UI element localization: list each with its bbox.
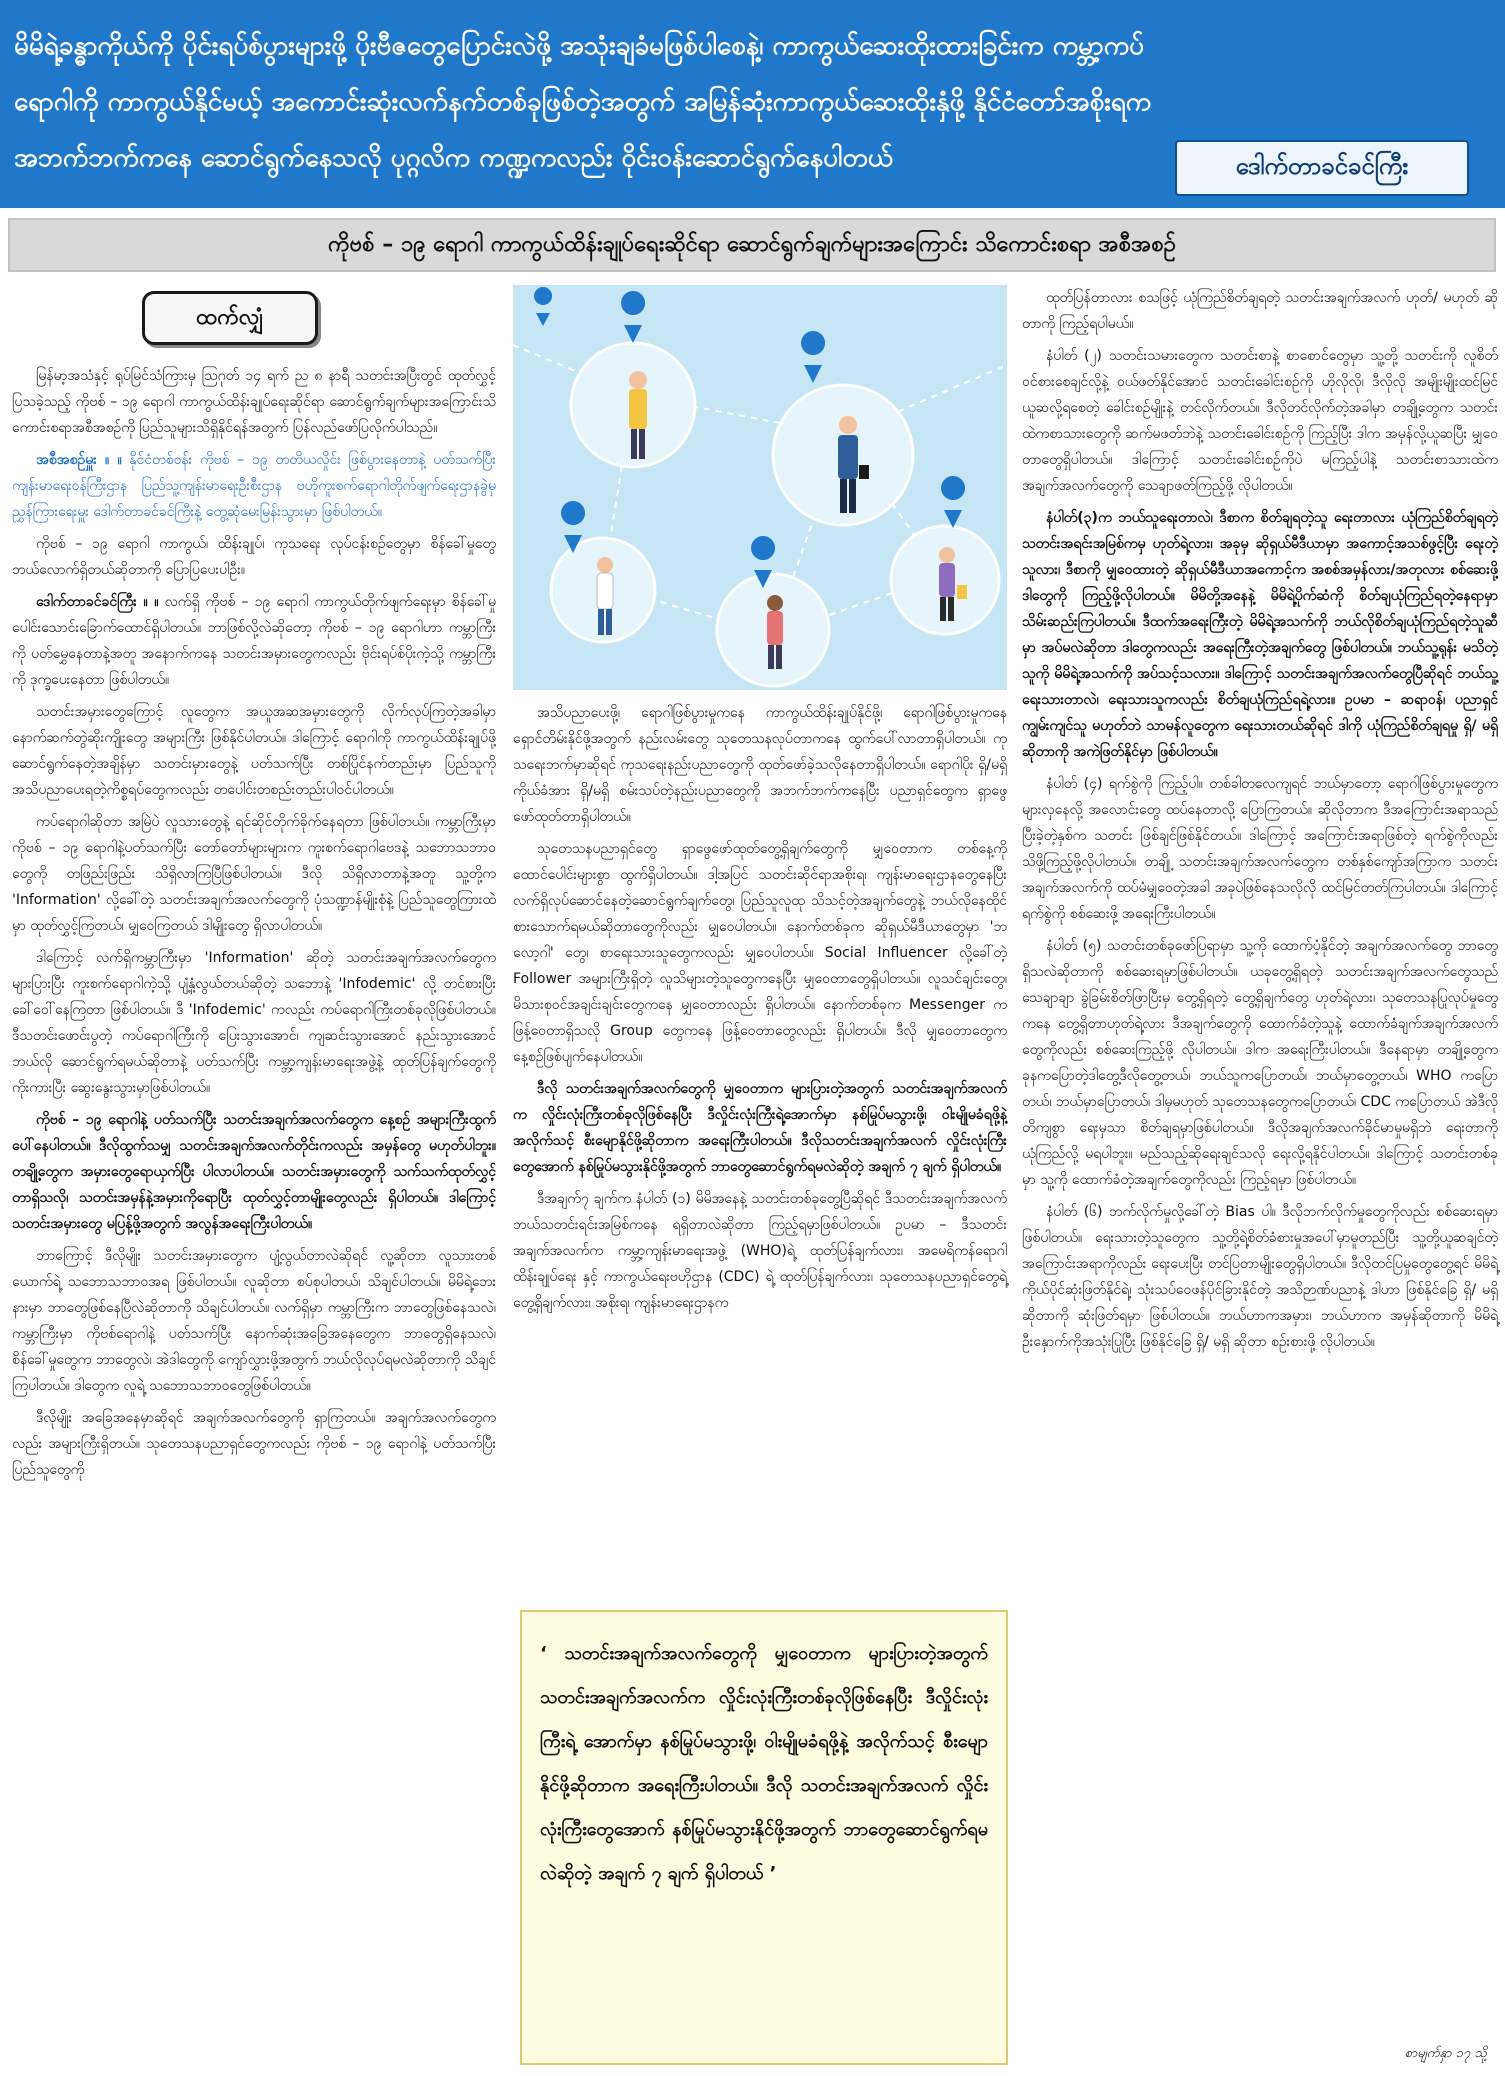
speaker-label: ဒေါက်တာခင်ခင်ကြီး ။ ။ xyxy=(36,594,159,610)
headline-text: မိမိရဲ့ခန္ဓာကိုယ်ကို ပိုင်းရပ်စ်ပွားများဖို့ ပိုးဗီဇတွေပြောင်းလဲဖို့ အသုံးချခံမဖြစ်ပါစေနဲ့၊ ကာကွယ်ဆေးထိုးထားခြင်းက ကမ္ဘာ့ကပ်ရောဂါကို ကာကွယ်နိုင်မယ့် အကောင်းဆုံးလက်နက်တစ်ခုဖြစ်တဲ့အတွက် အမြန်ဆုံးကာကွယ်ဆေးထိုးနှံဖို့ နိုင်ငံတော်အစိုးရက အဘက်ဘက်ကနေ ဆောင်ရွက်နေသလို ပုဂ္ဂလိက ကဏ္ဍကလည်း ဝိုင်းဝန်းဆောင်ရွက်နေပါတယ် xyxy=(14,31,1152,173)
illustration-people-network xyxy=(513,285,1007,690)
network-illustration-svg xyxy=(513,285,1007,690)
host-text: နိုင်ငံတစ်ဝန်း ကိုဗစ် – ၁၉ တတိယလှိုင်း ဖြစ်ပွားနေတာနဲ့ ပတ်သက်ပြီး ကျန်းမာရေးဝန်ကြီးဌာန ပြည်သူ့ကျန်းမာရေးဦးစီးဌာန ဗဟိုကူးစက်ရောဂါတိုက်ဖျက်ရေးဌာနခွဲမှ ညွှန်ကြားရေးမှူး ဒေါက်တာခင်ခင်ကြီးနဲ့ တွေ့ဆုံမေးမြန်းသွားမှာ ဖြစ်ပါတယ်။ xyxy=(12,452,496,520)
paragraph: နံပါတ် (၅) သတင်းတစ်ခုဖော်ပြရာမှာ သူ့ကို ထောက်ပံ့နိုင်တဲ့ အချက်အလက်တွေ ဘာတွေရှိသလဲဆိုတာကို စစ်ဆေးရမှာဖြစ်ပါတယ်။ ယခုတွေ့ရှိရတဲ့ သတင်းအချက်အလက်တွေသည် သေချာချာ ခွဲခြမ်းစိတ်ဖြာပြီးမှ တွေ့ရှိရတဲ့ တွေ့ရှိချက်တွေ ဟုတ်ရဲ့လား၊ သုတေသနပြုလုပ်မှုတွေကနေ တွေ့ရှိတာဟုတ်ရဲ့လား ဒီအချက်တွေကို ထောက်ခံတဲ့သူနဲ့ ထောက်ခံချက်အချက်အလက်တွေကိုလည်း စစ်ဆေးကြည့်ဖို့ လိုပါတယ်။ ဒါက အရေးကြီးပါတယ်။ ဒီနေရာမှာ တချို့တွေက ခုနကပြောတဲ့ဒါတွေ့ဒီလိုတွေ့တယ်၊ ဘယ်သူကပြောတယ်၊ ဘယ်မှာတွေ့တယ်၊ WHO ကပြောတယ်၊ ဘယ်မှာပြောတယ်၊ ဒါမှမဟုတ် သုတေသနတွေကပြောတယ်၊ CDC ကပြောတယ် အဲဒီလို တိကျစွာ ရေးမှသာ စိတ်ချရမှာဖြစ်ပါတယ်။ ဒီလိုအချက်အလက်ခိုင်မာမှုမရှိဘဲ ရေးတာကို ယုံကြည်လို့ မရပါဘူး။ မည်သည့်ဆိုရေးချင်သလို ရေးလို့ရနိုင်ပါတယ်။ ဒါကြောင့် သတင်းတစ်ခုမှာ သူ့ကို ထောက်ခံတဲ့အချက်တွေကိုလည်း ကြည့်ရမှာ ဖြစ်ပါတယ်။ xyxy=(1022,938,1498,1188)
paragraph-bold: နံပါတ်(၃)က ဘယ်သူရေးတာလဲ၊ ဒီစာက စိတ်ချရတဲ့သူ ရေးတာလား ယုံကြည်စိတ်ချရတဲ့ သတင်းအရင်းအမြစ်ကမှ ဟုတ်ရဲ့လား၊ အခုမှ ဆိုရှယ်မီဒီယာမှာ အကောင့်အသစ်ဖွင့်ပြီး ရေးတဲ့သူလား၊ ဒီစာကို မျှဝေထားတဲ့ ဆိုရှယ်မီဒီယာအကောင့်က အစစ်အမှန်လား/အတုလား စစ်ဆေးဖို့ ဒါတွေကို ကြည့်ဖို့လိုပါတယ်။ မိမိတို့အနေနဲ့ မိမိရဲ့ပိုက်ဆံကို စိတ်ချယုံကြည်ရတဲ့နေရာမှာသိမ်းဆည်းကြပါတယ်။ ဒီထက်အရေးကြီးတဲ့ မိမိရဲ့အသက်ကို ဘယ်လိုစိတ်ချယုံကြည်ရတဲ့သူဆီမှာ အပ်မလဲဆိုတာ ဒါတွေကလည်း အရေးကြီးတဲ့အချက်တွေ ဖြစ်ပါတယ်။ ဘယ်သူ့ရုန်း မသိတဲ့သူကို မိမိရဲ့အသက်ကို အပ်သင့်သလား။ ဒါကြောင့် သတင်းအချက်အလက်တွေပြီဆိုရင် ဘယ်သူ့ရေးသားတာလဲ၊ ရေးသားသူကလည်း စိတ်ချယုံကြည်ရရဲ့လား။ ဥပမာ – ဆရာဝန်၊ ပညာရှင်ကျွမ်းကျင်သူ မဟုတ်ဘဲ သာမန်လူတွေက ရေးသားတယ်ဆိုရင် ဒါကို ယုံကြည်စိတ်ချရမှု ရှိ/ မရှိ ဆိုတာကို အကဲဖြတ်နိုင်မှာ ဖြစ်ပါတယ်။ xyxy=(1022,510,1498,760)
paragraph: နံပါတ် (၆) ဘက်လိုက်မှုလို့ခေါ်တဲ့ Bias ပါ။ ဒီလိုဘက်လိုက်မှုတွေကိုလည်း စစ်ဆေးရမှာဖြစ်ပါတယ်။ ရေးသားတဲ့သူတွေက သူ့တို့ရဲ့စိတ်ခံစားမှုအပေါ်မှာမူတည်ပြီး သူ့တို့ယူဆချင်တဲ့ အကြောင်းအရာကိုလည်း ရေးပေးပြီး တင်ပြတာမျိုးတွေရှိပါတယ်။ ဒီလိုတင်ပြမှုတွေတွေ့ရင် မိမိရဲ့ ကိုယ်ပိုင်ဆုံးဖြတ်နိုင်ရဲ့၊ သုံးသပ်ဝေဖန်ပိုင်ခြားနိုင်တဲ့ အသိဉာဏ်ပညာနဲ့ ဒါဟာ ဖြစ်နိုင်ခြေ ရှိ/ မရှိ ဆိုတာကို ဆုံးဖြတ်ရမှာ ဖြစ်ပါတယ်။ ဘယ်ဟာကအမှား၊ ဘယ်ဟာက အမှန်ဆိုတာကို မိမိရဲ့ဦးနှောက်ကိုအသုံးပြုပြီး ဖြစ်နိုင်ခြေ ရှိ/ မရှိ ဆိုတာ စဉ်းစားဖို့ လိုပါတယ်။ xyxy=(1022,1204,1498,1350)
host-label: အစီအစဉ်မှူး ။ ။ xyxy=(36,452,122,468)
paragraph: နံပါတ် (၂) သတင်းသမားတွေက သတင်းစာနဲ့ စာစောင်တွေမှာ သူ့တို့ သတင်းကို လူစိတ်ဝင်စားစေချင်လို့နဲ့ ဝယ်ဖတ်နိုင်အောင် သတင်းခေါင်းစဉ်ကို ဟိုလိုလို၊ ဒီလိုလို အမျိုးမျိုးထင်မြင်ယူဆလို့ရစေတဲ့ ခေါင်းစဉ်မျိုးနဲ့ တင်လိုက်တယ်။ ဒီလိုတင်လိုက်တဲ့အခါမှာ တချို့တွေက သတင်းထဲကစာသားတွေကို ဆက်မဖတ်ဘဲနဲ့ သတင်းခေါင်းစဉ်ကို ကြည့်ပြီး ဒါက အမှန်လို့ယူဆပြီး မျှဝေတာတွေရှိပါတယ်။ ဒါကြောင့် သတင်းခေါင်းစဉ်ကိုပဲ မကြည့်ပါနဲ့ သတင်းစာသားထဲက အချက်အလက်တွေကို သေချာဖတ်ကြည့်ဖို့ လိုပါတယ်။ xyxy=(1022,348,1498,494)
paragraph-bold: ဒီလို သတင်းအချက်အလက်တွေကို မျှဝေတာက များပြားတဲ့အတွက် သတင်းအချက်အလက်က လှိုင်းလုံးကြီးတစ်ခုလိုဖြစ်နေပြီး ဒီလှိုင်းလုံးကြီးရဲ့အောက်မှာ နစ်မြုပ်မသွားဖို့၊ ဝါးမျိုမခံရဖို့နဲ့ အလိုက်သင့် စီးမျောနိုင်ဖို့ဆိုတာက အရေးကြီးပါတယ်။ ဒီလိုသတင်းအချက်အလက် လှိုင်းလုံးကြီးတွေအောက် နစ်မြုပ်မသွားနိုင်ဖို့အတွက် ဘာတွေဆောင်ရွက်ရမလဲဆိုတဲ့ အချက် ၇ ချက် ရှိပါတယ်။ xyxy=(513,1081,1007,1175)
paragraph-bold: ကိုဗစ် – ၁၉ ရောဂါနဲ့ ပတ်သက်ပြီး သတင်းအချက်အလက်တွေက နေ့စဉ် အများကြီးထွက်ပေါ်နေပါတယ်။ ဒီလိုထွက်သမျှ သတင်းအချက်အလက်တိုင်းကလည်း အမှန်တွေ မဟုတ်ပါဘူး။ တချို့တွေက အမှားတွေရောယှက်ပြီး ပါလာပါတယ်။ သတင်းအမှားတွေကို သက်သက်ထုတ်လွှင့်တာရှိသလို၊ သတင်းအမှန်နဲ့အမှားကိုရောပြီး ထုတ်လွှင့်တာမျိုးတွေလည်း ရှိပါတယ်။ ဒါကြောင့် သတင်းအမှားတွေ မပြန့်ဖို့အတွက် အလွန်အရေးကြီးပါတယ်။ xyxy=(12,1112,496,1232)
paragraph: သုတေသနပညာရှင်တွေ ရှာဖွေဖော်ထုတ်တွေ့ရှိချက်တွေကို မျှဝေတာက တစ်နေ့ကို ထောင်ပေါင်းများစွာ ထွက်ရှိပါတယ်။ ဒါ့အပြင် သတင်းဆိုင်ရာအစိုးရ၊ ကျန်းမာရေးဌာနတွေနေပြီး လက်ရှိလုပ်ဆောင်နေတဲ့ဆောင်ရွက်ချက်တွေ၊ ပြည်သူလူထု သိသင့်တဲ့အချက်တွေနဲ့ ဘယ်လိုနေထိုင်စားသောက်ရမယ်ဆိုတာတွေကိုလည်း မျှဝေပါတယ်။ နောက်တစ်ခုက ဆိုရှယ်မီဒီယာတွေမှာ 'ဘလော့ဂါ' တွေ၊ စာရေးသားသူတွေကလည်း မျှဝေပါတယ်။ Social Influencer လို့ခေါ်တဲ့ Follower အများကြီးရှိတဲ့ လူသိများတဲ့သူတွေကနေပြီး မျှဝေတာတွေရှိပါတယ်။ လူသင်ချင်းတွေ၊ မိသားစုဝင်အချင်းချင်းတွေကနေ မျှဝေတာလည်း ရှိပါတယ်။ နောက်တစ်ခုက Messenger က ဖြန့်ဝေတာရှိသလို Group တွေကနေ ဖြန့်ဝေတာတွေလည်း ရှိပါတယ်။ ဒီလို မျှဝေတာတွေက နေ့စဉ်ဖြစ်ပျက်နေပါတယ်။ xyxy=(513,841,1007,1065)
paragraph: ကပ်ရောဂါဆိုတာ အမြဲပဲ လူသားတွေနဲ့ ရင်ဆိုင်တိုက်ခိုက်နေရတာ ဖြစ်ပါတယ်။ ကမ္ဘာကြီးမှာ ကိုဗစ် – ၁၉ ရောဂါနဲ့ပတ်သက်ပြီး တော်တော်များများက ကူးစက်ရောဂါဗေဒနဲ့ သဘောသဘာဝတွေကို တဖြည်းဖြည်း သိရှိလာကြပြီဖြစ်ပါတယ်။ ဒီလို သိရှိလာတာနဲ့အတူ သူ့တို့က 'Information' လို့ခေါ်တဲ့ သတင်းအချက်အလက်တွေကို ပုံသဏ္ဍာန်မျိုးစုံနဲ့ ပြည်သူတွေကြားထဲမှာ ထုတ်လွှင့်ကြတယ်၊ မျှဝေကြတယ် ဒါမျိုးတွေ ရှိလာပါတယ်။ xyxy=(12,814,496,934)
continued-label: ထက်လျှံ xyxy=(142,291,318,345)
continued-on-page: စာမျက်နှာ ၁၇ သို့ xyxy=(1404,2046,1487,2061)
answer-text: လက်ရှိ ကိုဗစ် – ၁၉ ရောဂါ ကာကွယ်တိုက်ဖျက်ရေးမှာ စိန်ခေါ်မှုပေါင်းသောင်းခြောက်ထောင်ရှိပါတယ်။ ဘာဖြစ်လို့လဲဆိုတော့ ကိုဗစ် – ၁၉ ရောဂါဟာ ကမ္ဘာကြီးကို ပတ်မွှေနေတာနဲ့အတူ အနောက်ကနေ သတင်းအမှားတွေကလည်း ဗိုင်းရပ်စ်ပိုးကဲ့သို့ ကမ္ဘာကြီးကို ဒုက္ခပေးနေတာ ဖြစ်ပါတယ်။ xyxy=(12,594,496,688)
paragraph: ဒီအချက်၇ ချက်က နံပါတ် (၁) မိမိအနေနဲ့ သတင်းတစ်ခုတွေ့ပြီဆိုရင် ဒီသတင်းအချက်အလက် ဘယ်သတင်းရင်းအမြစ်ကနေ ရရှိတာလဲဆိုတာ ကြည့်ရမှာဖြစ်ပါတယ်။ ဥပမာ – ဒီသတင်းအချက်အလက်က ကမ္ဘာ့ကျန်းမာရေးအဖွဲ့ (WHO)ရဲ့ ထုတ်ပြန်ချက်လား၊ အမေရိကန်ရောဂါထိန်းချုပ်ရေး နှင့် ကာကွယ်ရေးဗဟိုဌာန (CDC) ရဲ့ ထုတ်ပြန်ချက်လား၊ သုတေသနပညာရှင်တွေရဲ့ တွေ့ရှိချက်လား၊ အစိုးရ၊ ကျန်းမာရေးဌာနက xyxy=(513,1191,1007,1311)
paragraph: ဘာကြောင့် ဒီလိုမျိုး သတင်းအမှားတွေက ပျံ့လွယ်တာလဲဆိုရင် လူ့ဆိုတာ လူသားတစ်ယောက်ရဲ့ သဘောသဘာဝအရ ဖြစ်ပါတယ်။ လူဆိုတာ စပ်စုပါတယ်၊ သိချင်ပါတယ်။ မိမိရဲ့ဘေးနားမှာ ဘာတွေဖြစ်နေပြီလဲဆိုတာကို သိချင်ပါတယ်။ လက်ရှိမှာ ကမ္ဘာကြီးက ဘာတွေဖြစ်နေသလဲ၊ ကမ္ဘာကြီးမှာ ကိုဗစ်ရောဂါနဲ့ ပတ်သက်ပြီး နောက်ဆုံးအခြေအနေတွေက ဘာတွေရှိနေသလဲ၊ စိန်ခေါ်မှုတွေက ဘာတွေလဲ၊ အဲဒါတွေကို ကျော်လွှားဖို့အတွက် ဘယ်လိုလုပ်ရမလဲဆိုတာကို သိချင်ကြပါတယ်။ ဒါတွေက လူရဲ့ သဘောသဘာဝတွေဖြစ်ပါတယ်။ xyxy=(12,1248,496,1394)
author-name-box: ဒေါက်တာခင်ခင်ကြီး xyxy=(1175,140,1469,196)
pull-quote: ‘ သတင်းအချက်အလက်တွေကို မျှဝေတာက များပြားတဲ့အတွက် သတင်းအချက်အလက်က လှိုင်းလုံးကြီးတစ်ခုလိုဖြစ်နေပြီး ဒီလှိုင်းလုံးကြီးရဲ့ အောက်မှာ နစ်မြုပ်မသွားဖို့၊ ဝါးမျိုမခံရဖို့နဲ့ အလိုက်သင့် စီးမျောနိုင်ဖို့ဆိုတာက အရေးကြီးပါတယ်။ ဒီလို သတင်းအချက်အလက် လှိုင်းလုံးကြီးတွေအောက် နစ်မြုပ်မသွားနိုင်ဖို့အတွက် ဘာတွေဆောင်ရွက်ရမလဲဆိုတဲ့ အချက် ၇ ချက် ရှိပါတယ် ’ xyxy=(520,1610,1008,2065)
headline-banner xyxy=(0,0,1505,208)
answer-paragraph xyxy=(12,589,496,693)
paragraph: ထုတ်ပြန်တာလား စသဖြင့် ယုံကြည်စိတ်ချရတဲ့ သတင်းအချက်အလက် ဟုတ်/ မဟုတ် ဆိုတာကို ကြည့်ရပါမယ်။ xyxy=(1022,290,1498,332)
column-2 xyxy=(513,700,1007,1322)
column-3 xyxy=(1022,285,1498,1361)
paragraph: ဒါကြောင့် လက်ရှိကမ္ဘာကြီးမှာ 'Information' ဆိုတဲ့ သတင်းအချက်အလက်တွေက များပြားပြီး ကူးစက်ရောဂါကဲ့သို့ ပျံ့နှံ့လွယ်တယ်ဆိုတဲ့ သဘောနဲ့ 'Infodemic' လို့ တင်စားပြီး ခေါ်ဝေါ်နေကြတာ ဖြစ်ပါတယ်။ ဒီ 'Infodemic' ကလည်း ကပ်ရောဂါကြီးတစ်ခုလိုဖြစ်ပါတယ်။ ဒီသတင်းဖောင်းပွတဲ့ ကပ်ရောဂါကြီးကို ပြေးသွားအောင်၊ ကျဆင်းသွားအောင် နည်းသွားအောင် ဘယ်လို ဆောင်ရွက်ရမယ်ဆိုတာနဲ့ ပတ်သက်ပြီး ကမ္ဘာ့ကျန်းမာရေးအဖွဲ့နဲ့ ထုတ်ပြန်ချက်တွေကို ကိုးကားပြီး ဆွေးနွေးသွားမှာဖြစ်ပါတယ်။ xyxy=(12,950,496,1096)
paragraph: ဒီလိုမျိုး အခြေအနေမှာဆိုရင် အချက်အလက်တွေကို ရှာကြတယ်။ အချက်အလက်တွေကလည်း အများကြီးရှိတယ်။ သုတေသနပညာရှင်တွေကလည်း ကိုဗစ် – ၁၉ ရောဂါနဲ့ ပတ်သက်ပြီး ပြည်သူတွေကို xyxy=(12,1410,496,1478)
host-question xyxy=(12,447,496,525)
program-title-banner: ကိုဗစ် – ၁၉ ရောဂါ ကာကွယ်ထိန်းချုပ်ရေးဆိုင်ရာ ဆောင်ရွက်ချက်များအကြောင်း သိကောင်းစရာ အစီအစဉ် xyxy=(8,218,1496,272)
column-1 xyxy=(12,285,496,1489)
paragraph: သတင်းအမှားတွေကြောင့် လူတွေက အယူအဆအမှားတွေကို လိုက်လုပ်ကြတဲ့အခါမှာ နောက်ဆက်တွဲဆိုးကျိုးတွေ အများကြီး ဖြစ်နိုင်ပါတယ်။ ဒါကြောင့် ရောဂါကို ကာကွယ်ထိန်းချုပ်ဖို့ ဆောင်ရွက်နေတဲ့အချိန်မှာ သတင်းမှားတွေနဲ့ ပတ်သက်ပြီး တစ်ပြိုင်နက်တည်းမှာ ပြည်သူကို အသိပညာပေးရတဲ့ကိစ္စရပ်တွေကလည်း တပေါင်းတစည်းတည်းပါဝင်ပါတယ်။ xyxy=(12,704,496,798)
paragraph: အသိပညာပေးဖို့၊ ရောဂါဖြစ်ပွားမှုကနေ ကာကွယ်ထိန်းချုပ်နိုင်ဖို့၊ ရောဂါဖြစ်ပွားမှုကနေ ရှောင်တိမ်းနိုင်ဖို့အတွက် နည်းလမ်းတွေ သုတေသနလုပ်တာကနေ ထွက်ပေါ်လာတာရှိပါတယ်။ ကုသရေးဘက်မှာဆိုရင် ကုသရေးနည်းပညာတွေကို ထုတ်ဖော်ခဲ့သလိုနေတာရှိပါတယ်။ ရောဂါပိုး ရှိ/မရှိ ကိုယ်ခံအား ရှိ/မရှိ စမ်းသပ်တဲ့နည်းပညာတွေကို အဘက်ဘက်ကနေပြီး ပညာရှင်တွေက ရှာဖွေဖော်ထုတ်တာရှိပါတယ်။ xyxy=(513,705,1007,825)
intro-paragraph: မြန်မာ့အသံနှင့် ရုပ်မြင်သံကြားမှ ဩဂုတ် ၁၄ ရက် ည ၈ နာရီ သတင်းအပြီးတွင် ထုတ်လွှင့်ပြသခဲ့သည့် ကိုဗစ် – ၁၉ ရောဂါ ကာကွယ်ထိန်းချုပ်ရေးဆိုင်ရာ ဆောင်ရွက်ချက်များအကြောင်းသိကောင်းစရာအစီအစဉ်ကို ပြည်သူများသိရှိနိုင်ရန်အတွက် ပြန်လည်ဖော်ပြလိုက်ပါသည်။ xyxy=(12,368,496,436)
paragraph: ကိုဗစ် – ၁၉ ရောဂါ ကာကွယ်၊ ထိန်းချုပ်၊ ကုသရေး လုပ်ငန်းစဉ်တွေမှာ စိန်ခေါ်မှုတွေ ဘယ်လောက်ရှိတယ်ဆိုတာကို ပြောပြပေးပါဦး။ xyxy=(12,536,496,578)
paragraph: နံပါတ် (၄) ရက်စွဲကို ကြည့်ပါ။ တစ်ခါတလေကျရင် ဘယ်မှာတော့ ရောဂါဖြစ်ပွားမှုတွေက များလှနေလို့ အလောင်းတွေ ထပ်နေတာလို့ ပြောကြတယ်။ ဆိုလိုတာက ဒီအကြောင်းအရာသည် ပြီးခဲ့တဲ့နှစ်က သတင်း ဖြစ်ချင်ဖြစ်နိုင်တယ်။ ဒါကြောင့် အကြောင်းအရာဖြစ်တဲ့ ရက်စွဲကိုလည်း သိဖို့ကြည့်ဖို့လိုပါတယ်။ တချို့ သတင်းအချက်အလက်တွေက တစ်နှစ်ကျော်အကြာက သတင်းအချက်အလက်ကို ထပ်မံမျှဝေတဲ့အခါ အခုပဲဖြစ်နေသလိုလို ထင်မြင်တတ်ကြပါတယ်။ ဒါကြောင့် ရက်စွဲကို စစ်ဆေးဖို့ အရေးကြီးပါတယ်။ xyxy=(1022,776,1498,922)
